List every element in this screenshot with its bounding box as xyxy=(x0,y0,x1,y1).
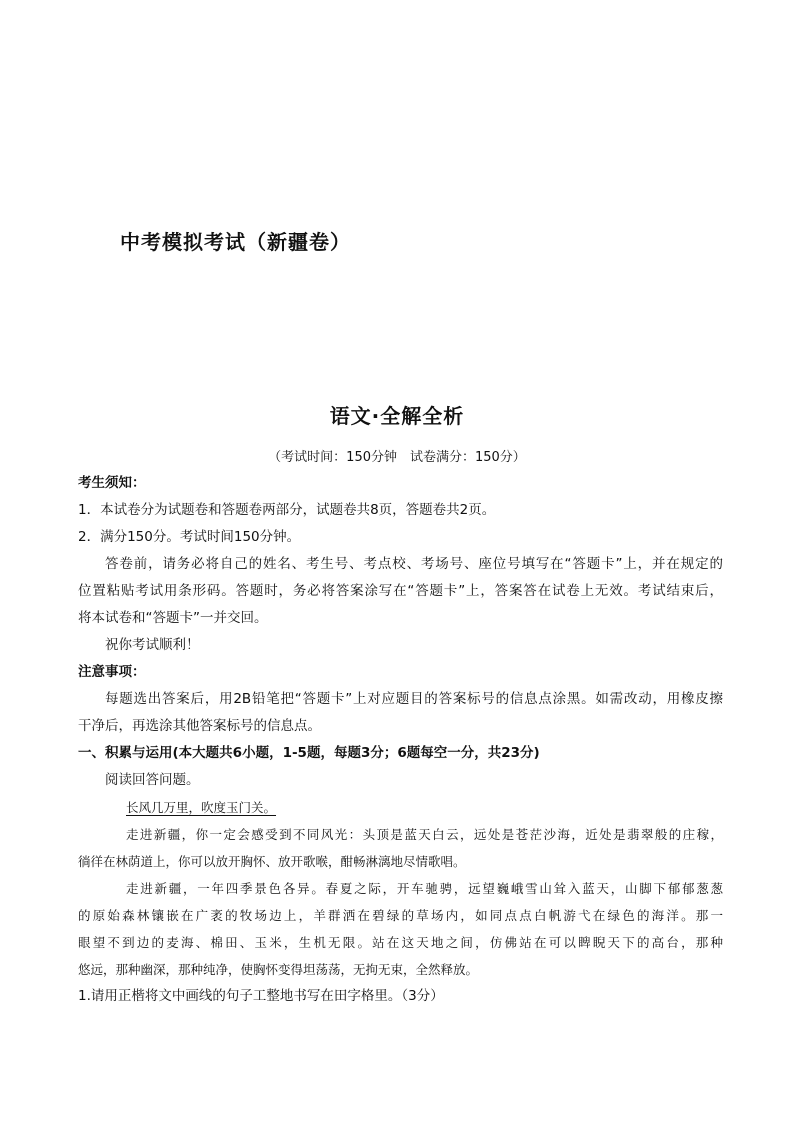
poem-line xyxy=(78,794,723,821)
attention-line: 干净后，再选涂其他答案标号的信息点。 xyxy=(78,718,321,734)
passage-line: 走进新疆，一年四季景色各异。春夏之际，开车驰骋，远望巍峨雪山耸入蓝天，山脚下郁郁葱葱 xyxy=(126,881,723,896)
reading-instruction: 阅读回答问题。 xyxy=(105,772,200,788)
notice-item-1: 1．本试卷分为试题卷和答题卷两部分，试题卷共8页，答题卷共2页。 xyxy=(78,502,496,518)
attention-line: 每题选出答案后，用2B铅笔把“答题卡”上对应题目的答案标号的信息点涂黑。如需改动，用橡皮擦 xyxy=(105,691,723,707)
exam-info: （考试时间：150分钟 试卷满分：150分） xyxy=(268,450,526,465)
subject-title: 语文·全解全析 xyxy=(329,404,465,428)
question-1: 1.请用正楷将文中画线的句子工整地书写在田字格里。（3分） xyxy=(78,988,444,1004)
notice-wish: 祝你考试顺利！ xyxy=(105,637,200,653)
attention-heading: 注意事项： xyxy=(78,664,146,680)
passage-line: 走进新疆，你一定会感受到不同风光：头顶是蓝天白云，远处是苍茫沙海，近处是翡翠般的庄稼， xyxy=(126,827,723,842)
notice-heading: 考生须知： xyxy=(78,475,146,491)
notice-paragraph-line: 位置粘贴考试用条形码。答题时，务必将答案涂写在“答题卡”上，答案答在试卷上无效。考试结束后， xyxy=(78,583,723,599)
underlined-poem-line: 长风几万里，吹度玉门关。 xyxy=(126,800,277,815)
exam-title: 中考模拟考试（新疆卷） xyxy=(120,230,351,254)
section-heading: 一、积累与运用(本大题共6小题，1-5题，每题3分；6题每空一分，共23分) xyxy=(78,745,540,761)
passage-line: 徜徉在林荫道上，你可以放开胸怀、放开歌喉，酣畅淋漓地尽情歌唱。 xyxy=(78,854,466,869)
passage-line: 悠远，那种幽深，那种纯净，使胸怀变得坦荡荡，无拘无束，全然释放。 xyxy=(78,962,479,977)
notice-item-2: 2．满分150分。考试时间150分钟。 xyxy=(78,529,301,545)
notice-paragraph-line: 将本试卷和“答题卡”一并交回。 xyxy=(78,610,268,626)
notice-paragraph-line: 答卷前，请务必将自己的姓名、考生号、考点校、考场号、座位号填写在“答题卡”上，并在规定的 xyxy=(105,556,723,572)
passage-line: 的原始森林镶嵌在广袤的牧场边上，羊群洒在碧绿的草场内，如同点点白帆游弋在绿色的海洋。那一 xyxy=(78,908,723,923)
notice-section xyxy=(78,470,723,1010)
passage-line: 眼望不到边的麦海、棉田、玉米，生机无限。站在这天地之间，仿佛站在可以睥睨天下的高台，那种 xyxy=(78,935,723,950)
